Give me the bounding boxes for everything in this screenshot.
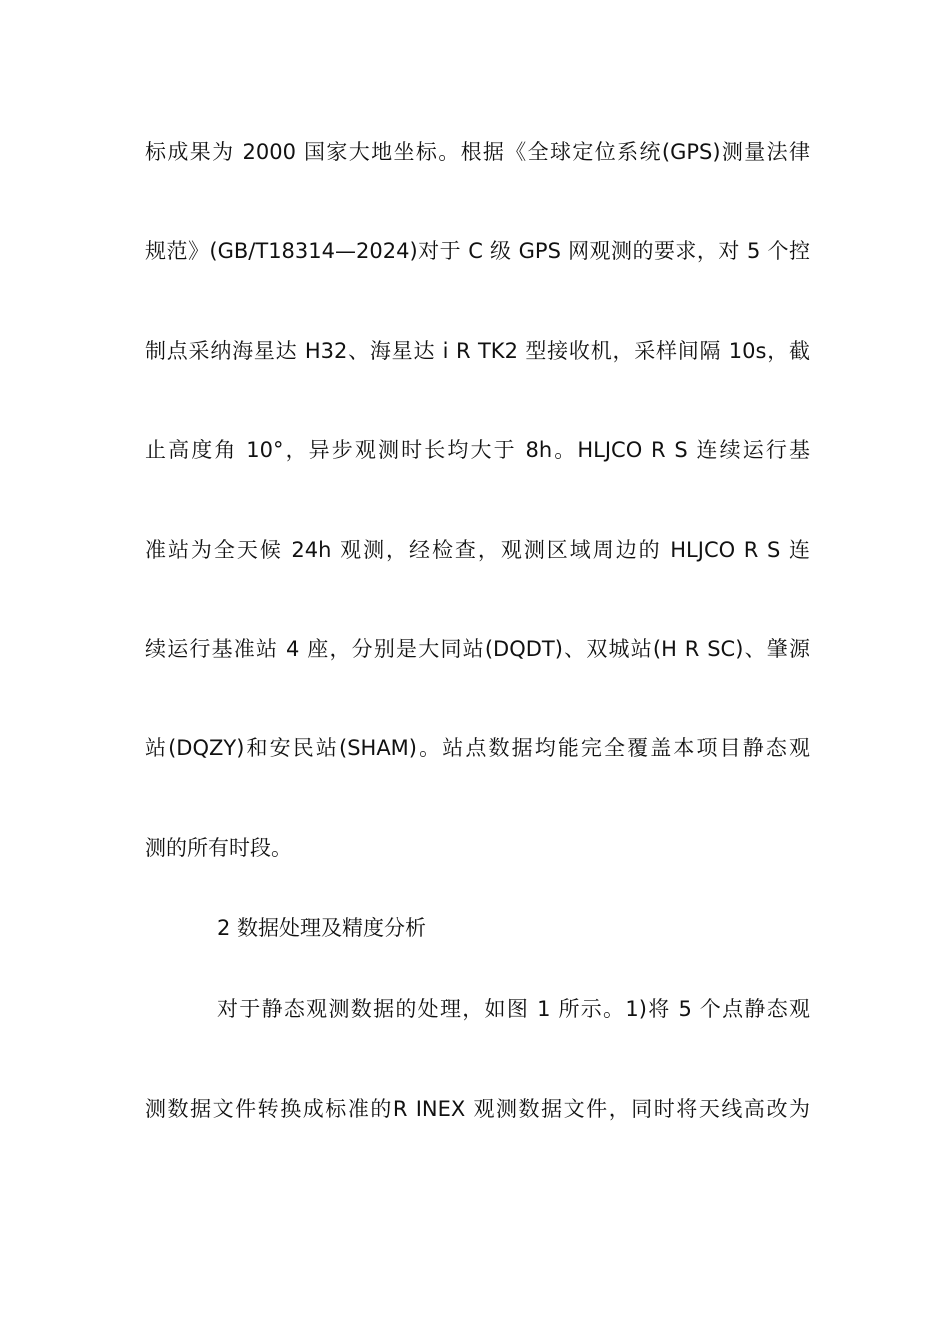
paragraph-1-line-8: 测的所有时段。 [145,836,292,860]
paragraph-1-line-6: 续运行基准站 4 座，分别是大同站(DQDT)、双城站(H R SC)、肇源 [145,637,810,661]
paragraph-1-line-4: 止高度角 10°，异步观测时长均大于 8h。HLJCO R S 连续运行基 [145,438,810,462]
paragraph-1-line-1: 标成果为 2000 国家大地坐标。根据《全球定位系统(GPS)测量法律 [145,140,810,164]
paragraph-2-line-1: 对于静态观测数据的处理，如图 1 所示。1)将 5 个点静态观 [217,997,810,1021]
paragraph-1-line-7: 站(DQZY)和安民站(SHAM)。站点数据均能完全覆盖本项目静态观 [145,736,810,760]
paragraph-1-line-3: 制点采纳海星达 H32、海星达 i R TK2 型接收机，采样间隔 10s，截 [145,339,810,363]
paragraph-1-line-5: 准站为全天候 24h 观测，经检查，观测区域周边的 HLJCO R S 连 [145,538,810,562]
paragraph-1-line-2: 规范》(GB/T18314—2024)对于 C 级 GPS 网观测的要求，对 5 个控 [145,239,810,263]
paragraph-2-line-2: 测数据文件转换成标准的R INEX 观测数据文件，同时将天线高改为 [145,1097,810,1121]
section-heading: 2 数据处理及精度分析 [217,916,427,940]
